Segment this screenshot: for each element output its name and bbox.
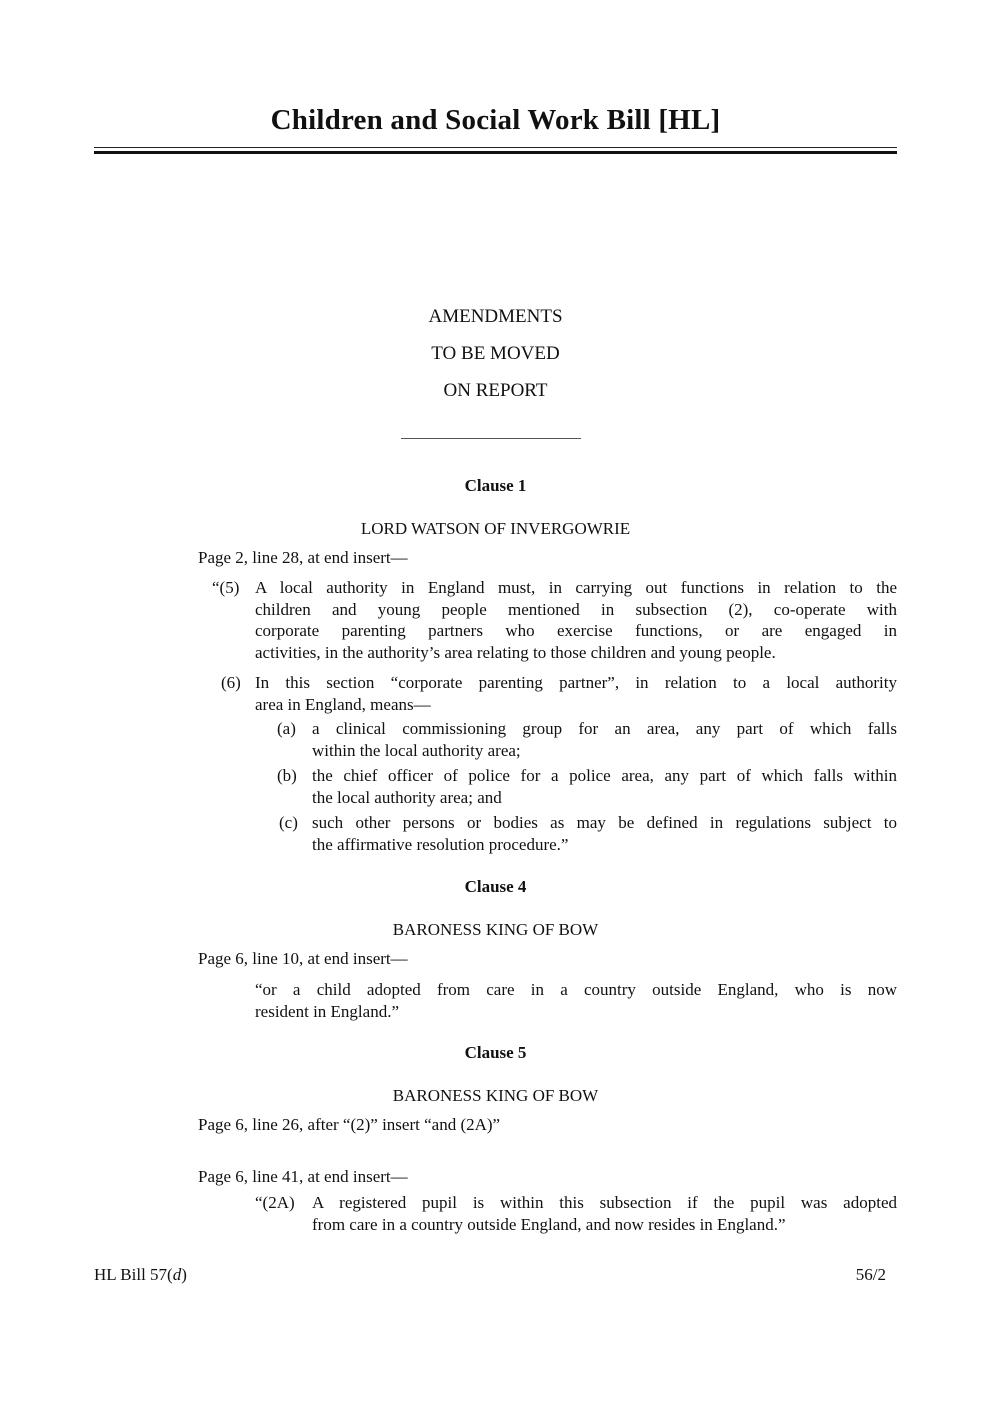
title-rule-thin <box>94 147 897 148</box>
subsection-text <box>312 1192 897 1235</box>
title-rule-thick <box>94 151 897 154</box>
mover-name: BARONESS KING OF BOW <box>392 920 599 939</box>
page-reference: 56/2 <box>855 1265 886 1284</box>
text-line: corporate parenting partners who exercise functions, or are engaged in <box>255 621 897 640</box>
text-line: “or a child adopted from care in a country outside England, who is now <box>255 980 897 999</box>
bill-reference-letter: d <box>172 1265 182 1284</box>
text-line: activities, in the authority’s area relating to those children and young people. <box>255 642 776 662</box>
amendment-instruction: Page 2, line 28, at end insert— <box>198 548 408 567</box>
inserted-text-body <box>255 979 897 1022</box>
subsection-number: “(2A) <box>255 1193 295 1212</box>
text-line: children and young people mentioned in subsection (2), co-operate with <box>255 599 897 619</box>
text-line: the affirmative resolution procedure.” <box>312 834 569 854</box>
bill-reference-prefix: HL Bill 57( <box>94 1265 173 1284</box>
subsection-text <box>255 672 897 715</box>
text-line: within the local authority area; <box>312 740 521 760</box>
paragraph-text <box>312 812 897 855</box>
clause-heading: Clause 4 <box>464 877 527 896</box>
text-line: such other persons or bodies as may be defined in regulations subject to <box>312 813 897 832</box>
amendment-instruction: Page 6, line 41, at end insert— <box>198 1167 408 1186</box>
subsection-text <box>255 577 897 663</box>
text-line: area in England, means— <box>255 694 431 714</box>
text-line: In this section “corporate parenting partner”, in relation to a local authority <box>255 673 897 692</box>
text-line: A local authority in England must, in carrying out functions in relation to the <box>255 578 897 597</box>
heading-line-to-be-moved: TO BE MOVED <box>431 343 560 364</box>
text-line: the local authority area; and <box>312 787 502 807</box>
paragraph-letter: (a) <box>277 719 296 738</box>
heading-divider <box>401 438 581 439</box>
mover-name: LORD WATSON OF INVERGOWRIE <box>360 519 631 538</box>
heading-line-amendments: AMENDMENTS <box>428 306 563 327</box>
bill-reference-suffix: ) <box>181 1265 187 1284</box>
subsection-number: “(5) <box>212 578 240 597</box>
clause-heading: Clause 5 <box>464 1043 527 1062</box>
paragraph-text <box>312 765 897 808</box>
text-line: resident in England.” <box>255 1001 399 1021</box>
bill-reference <box>94 1265 187 1285</box>
paragraph-letter: (c) <box>279 813 298 832</box>
paragraph-text <box>312 718 897 761</box>
text-line: from care in a country outside England, and now resides in England.” <box>312 1214 786 1234</box>
clause-heading: Clause 1 <box>464 476 527 495</box>
mover-name: BARONESS KING OF BOW <box>392 1086 599 1105</box>
bill-title: Children and Social Work Bill [HL] <box>270 104 721 136</box>
paragraph-letter: (b) <box>277 766 297 785</box>
text-line: A registered pupil is within this subsection if the pupil was adopted <box>312 1193 897 1212</box>
text-line: a clinical commissioning group for an area, any part of which falls <box>312 719 897 738</box>
amendment-instruction: Page 6, line 10, at end insert— <box>198 949 408 968</box>
heading-line-on-report: ON REPORT <box>443 380 548 401</box>
text-line: the chief officer of police for a police area, any part of which falls within <box>312 766 897 785</box>
amendment-instruction: Page 6, line 26, after “(2)” insert “and (2A)” <box>198 1115 501 1134</box>
subsection-number: (6) <box>221 673 241 692</box>
